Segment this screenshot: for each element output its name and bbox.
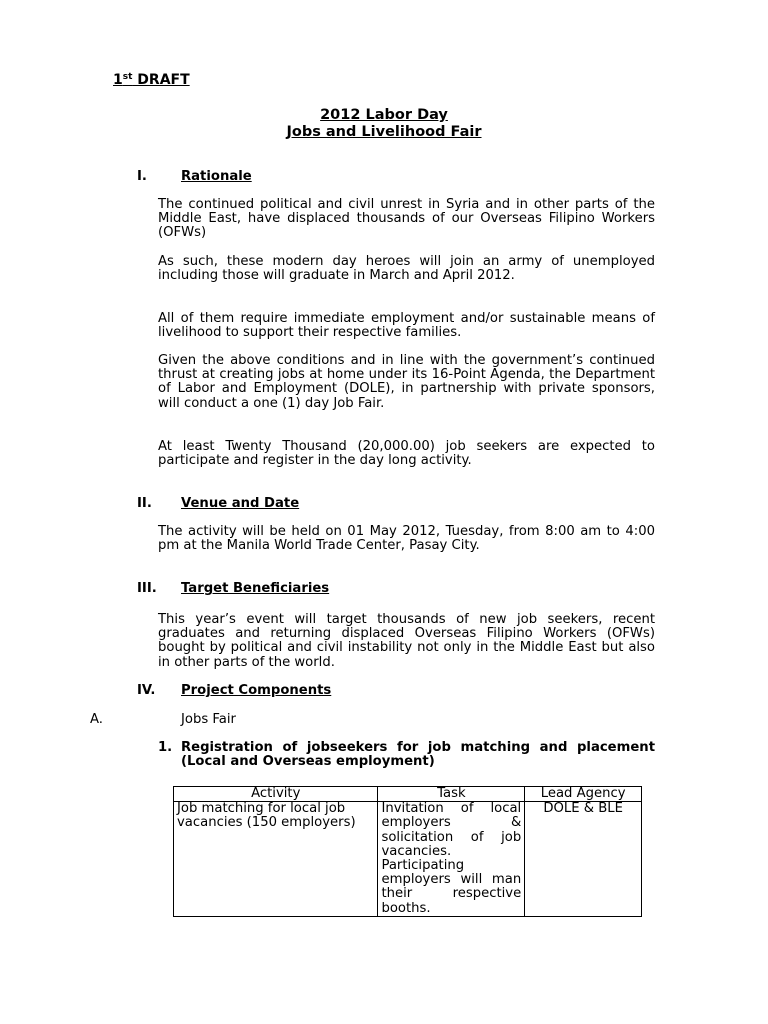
rationale-paragraph-2: As such, these modern day heroes will join an army of unemployed including those will graduate in March and April 2012. — [158, 254, 655, 284]
section-title-target-beneficiaries: Target Beneficiaries — [181, 581, 330, 596]
rationale-paragraph-5: At least Twenty Thousand (20,000.00) job seekers are expected to participate and register in the day long activity. — [158, 439, 655, 469]
table-header-row — [174, 787, 642, 802]
table-header-lead-agency: Lead Agency — [525, 787, 642, 802]
section-title-venue-and-date: Venue and Date — [181, 496, 300, 511]
table-header-activity: Activity — [174, 787, 378, 802]
beneficiaries-paragraph: This year’s event will target thousands of new job seekers, recent graduates and returning displaced Overseas Filipino Workers (OFWs) bought by political and civil instability not only in the Middle East but also in other parts of the world. — [158, 612, 655, 670]
document-title-line2: Jobs and Livelihood Fair — [286, 124, 482, 140]
component-label: Jobs Fair — [181, 712, 236, 727]
rationale-paragraph-4: Given the above conditions and in line with the government’s continued thrust at creating jobs at home under its 16-Point Agenda, the Department of Labor and Employment (DOLE), in partnership with private sponsors, will conduct a one (1) day Job Fair. — [158, 353, 655, 411]
component-letter: A. — [90, 712, 103, 727]
table-header-task: Task — [378, 787, 525, 802]
item-number: 1. — [158, 740, 173, 755]
table-row — [174, 802, 642, 917]
draft-label — [113, 73, 190, 87]
project-components-table — [173, 786, 642, 917]
section-number-4: IV. — [137, 683, 156, 698]
section-title-project-components: Project Components — [181, 683, 332, 698]
section-number-3: III. — [137, 581, 157, 596]
document-title-line1: 2012 Labor Day — [320, 107, 448, 123]
rationale-paragraph-1: The continued political and civil unrest in Syria and in other parts of the Middle East, have displaced thousands of our Overseas Filipino Workers (OFWs) — [158, 197, 655, 241]
draft-ordinal-suffix: st — [122, 72, 133, 82]
section-number-1: I. — [137, 169, 147, 184]
table-cell-lead-agency: DOLE & BLE — [525, 802, 642, 917]
table-cell-activity: Job matching for local job vacancies (150 employers) — [174, 802, 378, 917]
draft-text: DRAFT — [132, 72, 190, 88]
table-cell-task: Invitation of local employers & solicitation of job vacancies. Participating employers will man their respective booths. — [378, 802, 525, 917]
item-text: Registration of jobseekers for job matching and placement (Local and Overseas employment) — [181, 740, 655, 770]
section-title-rationale: Rationale — [181, 169, 252, 184]
rationale-paragraph-3: All of them require immediate employment and/or sustainable means of livelihood to support their respective families. — [158, 311, 655, 341]
draft-ordinal: 1 — [113, 72, 123, 88]
section-number-2: II. — [137, 496, 152, 511]
venue-paragraph: The activity will be held on 01 May 2012, Tuesday, from 8:00 am to 4:00 pm at the Manila World Trade Center, Pasay City. — [158, 524, 655, 554]
